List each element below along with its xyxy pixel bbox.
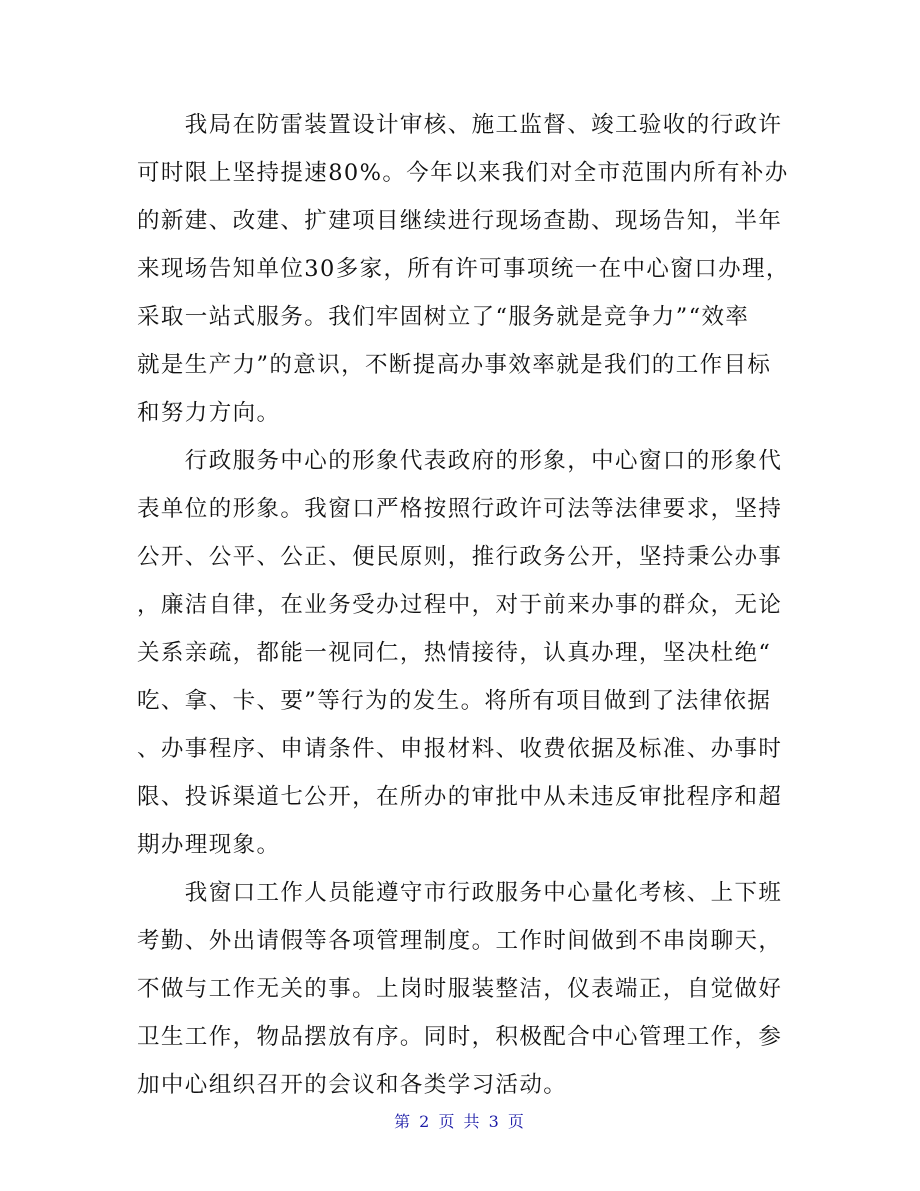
text-line: 吃、拿、卡、要”等行为的发生。将所有项目做到了法律依据: [137, 688, 772, 714]
text-line: 行政服务中心的形象代表政府的形象，中心窗口的形象代: [137, 448, 783, 474]
text-line: 就是生产力”的意识，不断提高办事效率就是我们的工作目标: [137, 352, 772, 378]
text-line: 采取一站式服务。我们牢固树立了“服务就是竞争力”“效率: [137, 304, 750, 330]
text-line: 可时限上坚持提速80%。今年以来我们对全市范围内所有补办: [137, 160, 789, 186]
document-body: [137, 101, 797, 1109]
text-line: 我窗口工作人员能遵守市行政服务中心量化考核、上下班: [137, 880, 783, 906]
text-line: 、办事程序、申请条件、申报材料、收费依据及标准、办事时: [137, 736, 783, 762]
text-line: 公开、公平、公正、便民原则，推行政务公开，坚持秉公办事: [137, 544, 783, 570]
text-line: 和努力方向。: [137, 400, 281, 426]
page-footer: [0, 1110, 920, 1134]
page-number-label: 第 2 页 共 3 页: [394, 1112, 526, 1131]
text-line: 加中心组织召开的会议和各类学习活动。: [137, 1072, 568, 1098]
text-line: 的新建、改建、扩建项目继续进行现场查勘、现场告知，半年: [137, 208, 783, 234]
text-line: 限、投诉渠道七公开，在所办的审批中从未违反审批程序和超: [137, 784, 783, 810]
text-line: 来现场告知单位30多家，所有许可事项统一在中心窗口办理，: [137, 256, 790, 282]
paragraph-1: [137, 101, 797, 437]
paragraph-3: [137, 869, 797, 1109]
text-line: 我局在防雷装置设计审核、施工监督、竣工验收的行政许: [137, 112, 783, 138]
text-line: 卫生工作，物品摆放有序。同时，积极配合中心管理工作，参: [137, 1024, 783, 1050]
text-line: 表单位的形象。我窗口严格按照行政许可法等法律要求，坚持: [137, 496, 783, 522]
text-line: 期办理现象。: [137, 832, 281, 858]
text-line: 不做与工作无关的事。上岗时服装整洁，仪表端正，自觉做好: [137, 976, 783, 1002]
text-line: ，廉洁自律，在业务受办过程中，对于前来办事的群众，无论: [137, 592, 783, 618]
text-line: 关系亲疏，都能一视同仁，热情接待，认真办理，坚决杜绝“: [137, 640, 772, 666]
paragraph-2: [137, 437, 797, 869]
text-line: 考勤、外出请假等各项管理制度。工作时间做到不串岗聊天，: [137, 928, 783, 954]
